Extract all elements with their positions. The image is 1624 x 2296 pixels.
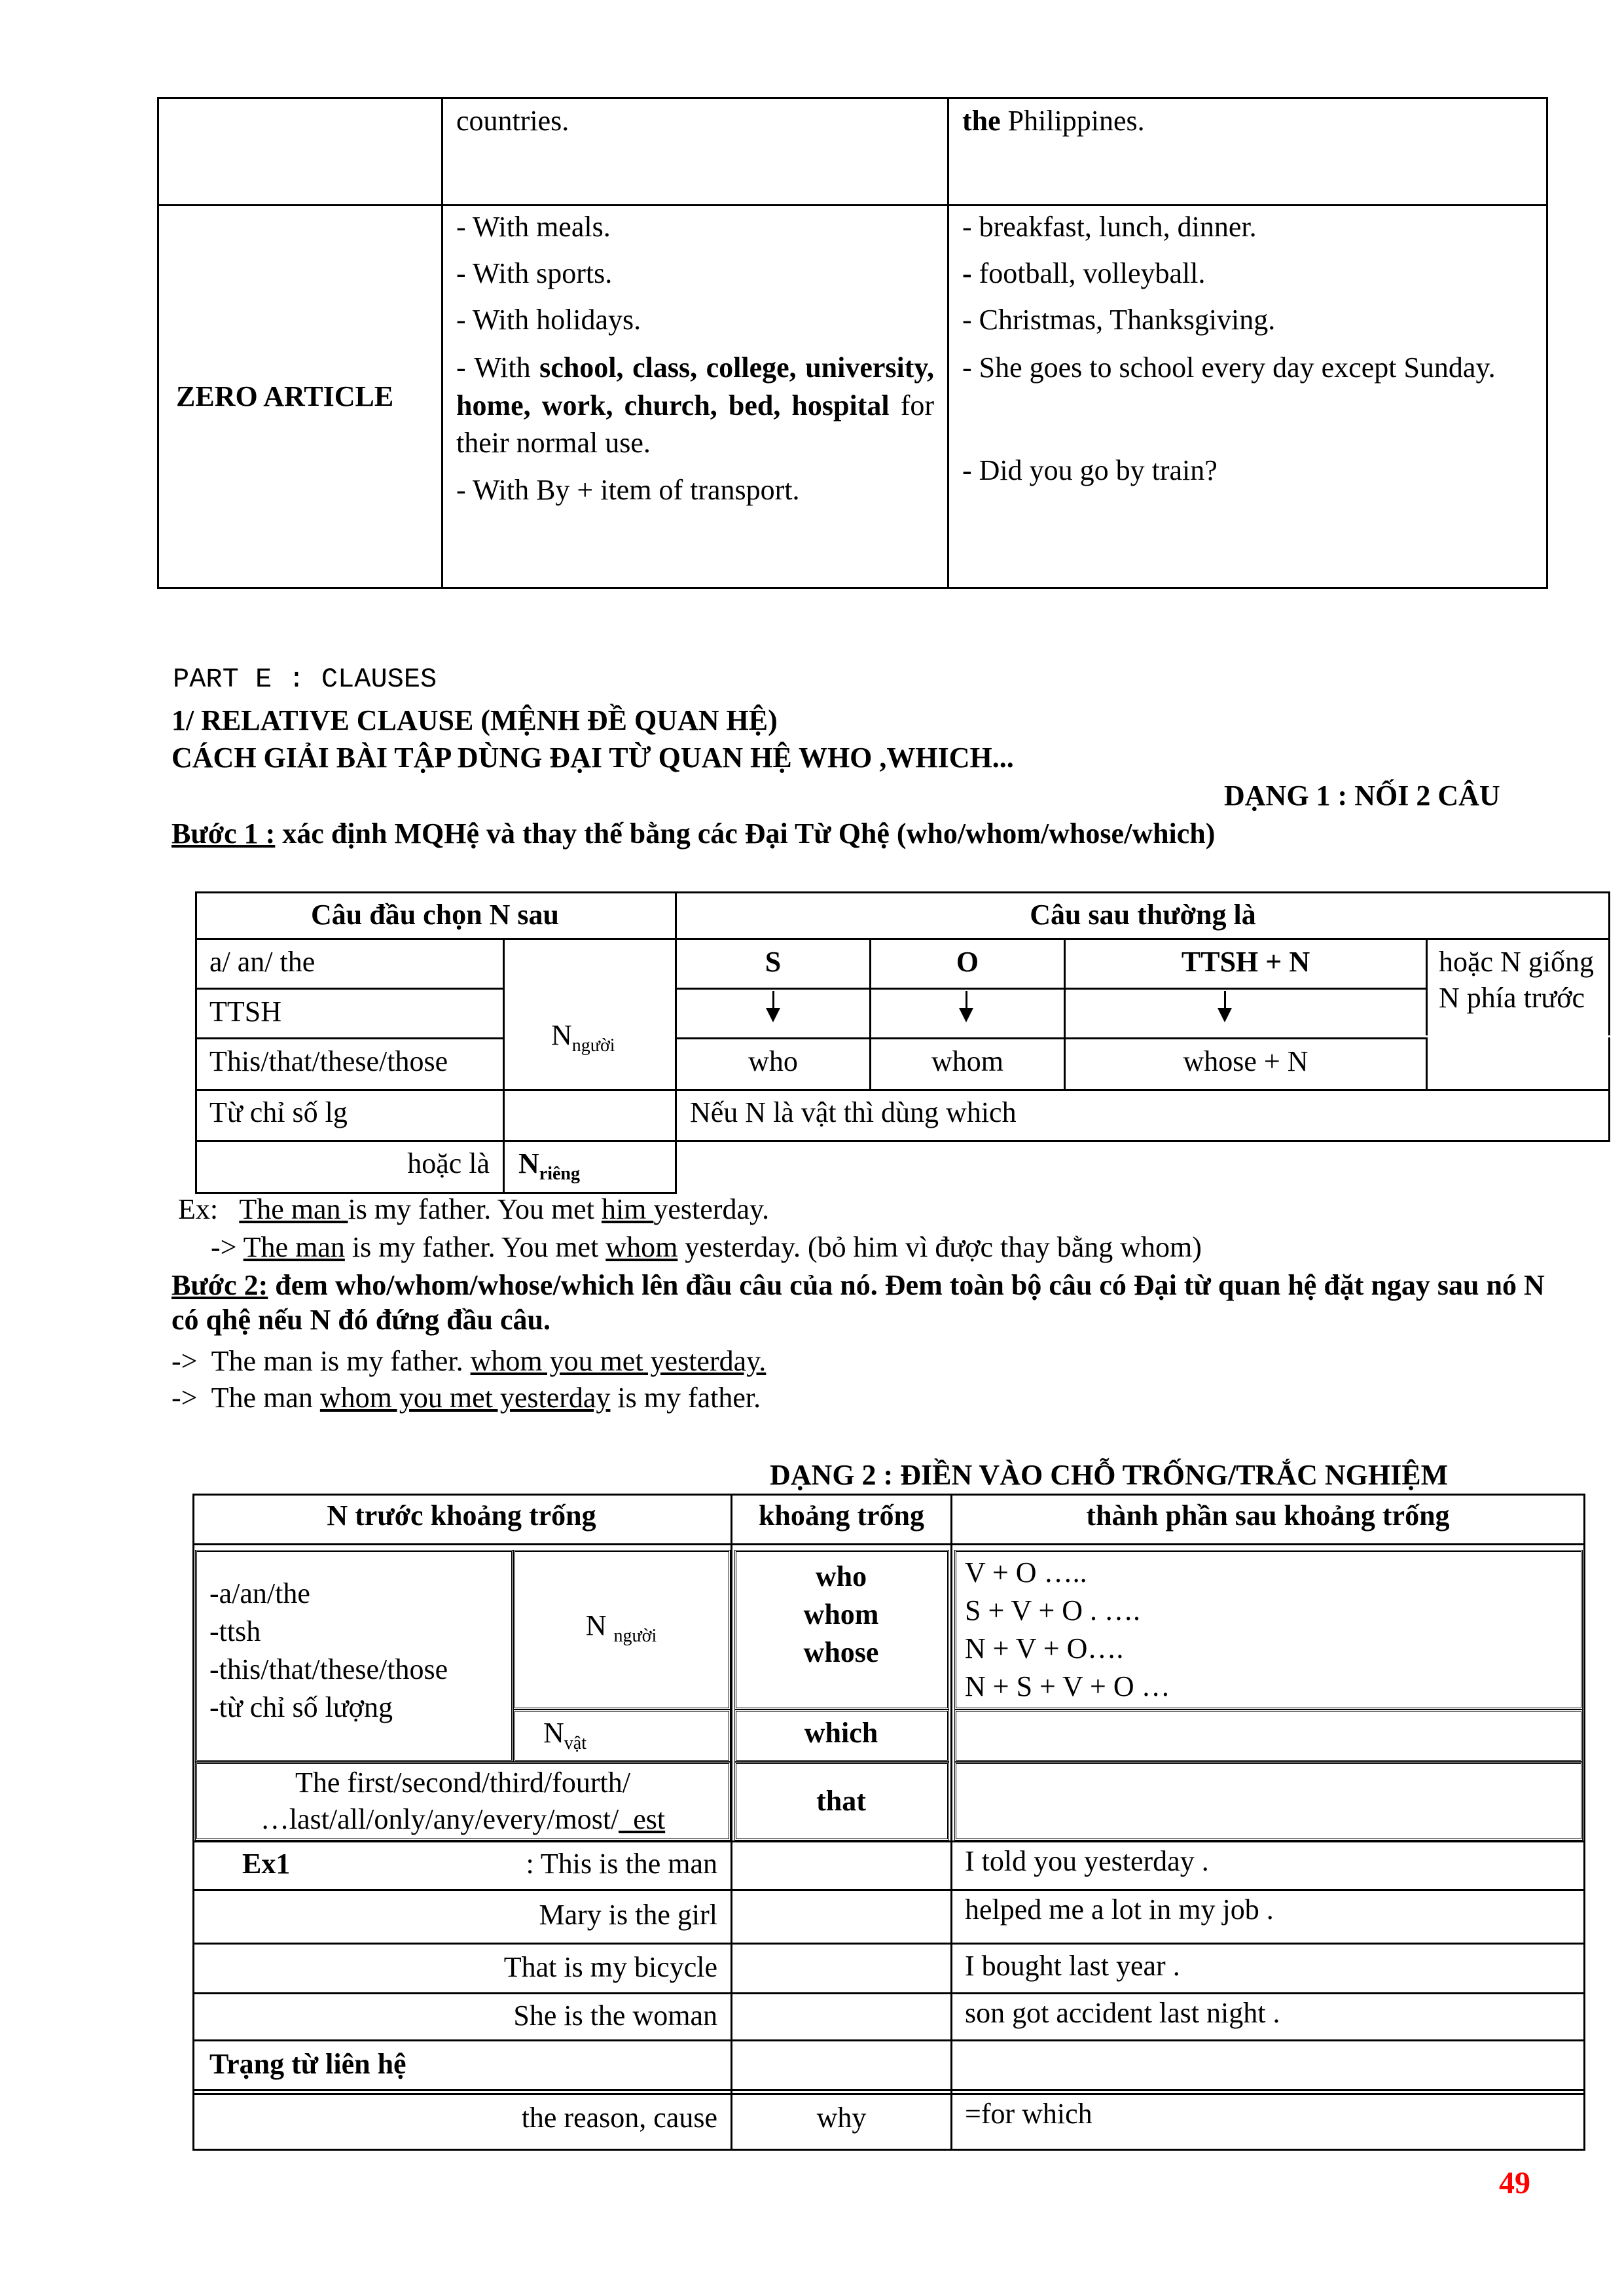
t1-header-left: Câu đầu chọn N sau [310,899,560,931]
t2-reason: the reason, cause [521,2102,717,2134]
t2-which: which [804,1717,878,1749]
down-arrow-icon [965,991,967,1020]
t2-pronouns: who whom whose [803,1560,879,1668]
t2-header-n: N trước khoảng trống [327,1499,596,1532]
type2-title: DẠNG 2 : ĐIỀN VÀO CHỖ TRỐNG/TRẮC NGHIỆM [770,1459,1449,1491]
t2-n-thing: $N_{vật}$ [543,1717,586,1753]
t1-whose: whose + N [1183,1045,1308,1077]
t1-det-demonstrative: This/that/these/those [209,1045,448,1077]
t2-for-which: =for which [965,2098,1092,2130]
t2-example-label: Ex1 [242,1848,291,1880]
t2-why: why [816,2102,867,2134]
t2-ordinals: The first/second/third/fourth/ …last/all/only/any/every/most/_est [260,1767,666,1835]
zero-article-label: ZERO ARTICLE [158,206,442,588]
type1-title: DẠNG 1 : NỐI 2 CÂU [1224,780,1500,812]
t2-example-right: son got accident last night . [965,1997,1280,2029]
zero-article-usage: - With meals. - With sports. - With holidays. - With school, class, college, university, home, work, church, bed, hospital for their normal use. - With By + item of transport. [442,206,948,588]
t1-header-right: Câu sau thường là [1030,899,1256,931]
t2-that: that [816,1785,866,1817]
t2-example-right: helped me a lot in my job . [965,1893,1274,1926]
t2-example-left: Mary is the girl [539,1899,717,1931]
step1: Bước 1 : xác định MQHệ và thay thế bằng các Đại Từ Qhệ (who/whom/whose/which) [171,817,1216,850]
down-arrow-icon [772,991,774,1020]
t1-object: O [956,946,979,978]
example-1: Ex: The man is my father. You met him yesterday. [178,1193,770,1225]
example-2-line1: -> The man is my father. whom you met yesterday. [171,1345,767,1377]
t2-forms: V + O ….. S + V + O . …. N + V + O…. N + S + V + O … [965,1556,1170,1702]
articles-table [157,97,1548,589]
example-cell: the Philippines. [948,98,1547,206]
t2-header-after: thành phần sau khoảng trống [1086,1499,1450,1532]
t2-determiners: -a/an/the -ttsh -this/that/these/those -từ chỉ số lượng [209,1577,448,1723]
example-1-result: -> The man is my father. You met whom yesterday. (bỏ him vì được thay bằng whom) [211,1231,1202,1263]
t1-which-note: Nếu N là vật thì dùng which [690,1096,1017,1128]
step2: Bước 2: đem who/whom/whose/which lên đầu câu của nó. Đem toàn bộ câu có Đại từ quan hệ đặt ngay sau nó N có qhệ nếu N đó đứng đầu câu. [171,1269,1545,1336]
example-2-line2: -> The man whom you met yesterday is my father. [171,1382,761,1414]
t1-det-possessive: TTSH [209,996,281,1028]
down-arrow-icon [1224,991,1226,1020]
t1-det-quantifier: Từ chỉ số lg [209,1096,348,1128]
page-number: 49 [1499,2166,1530,2200]
t2-example-left: She is the woman [513,2000,717,2032]
t1-or: hoặc là [407,1147,490,1179]
t2-header-blank: khoảng trống [758,1499,925,1532]
t1-subject: S [765,946,782,978]
t2-example-right: I bought last year . [965,1950,1180,1982]
t1-n-proper: $N_{riêng}$ [518,1147,580,1184]
zero-article-examples: - breakfast, lunch, dinner. - football, volleyball. - Christmas, Thanksgiving. - She goes to school every day except Sunday. - Did you go by train? [948,206,1547,588]
t1-who: who [748,1045,798,1077]
t1-det-article: a/ an/ the [209,946,316,978]
t2-n-person: N $_{người}$ [585,1609,657,1646]
t1-possessive: TTSH + N [1181,946,1310,978]
t2-example-left: That is my bicycle [503,1951,717,1983]
t1-whom: whom [931,1045,1003,1077]
t1-same-n: hoặc N giống N phía trước [1439,946,1595,1014]
t2-example-left: : This is the man [526,1848,717,1880]
usage-cell: countries. [442,98,948,206]
relative-pronoun-table [195,891,1610,1194]
t2-example-right: I told you yesterday . [965,1845,1209,1877]
method-title: CÁCH GIẢI BÀI TẬP DÙNG ĐẠI TỪ QUAN HỆ WHO ,WHICH... [171,742,1014,774]
fill-blank-table [192,1494,1585,2151]
part-heading: PART E : CLAUSES [173,664,437,695]
t1-n-person: $N_{người}$ [551,1019,615,1056]
t2-adverb-label: Trạng từ liên hệ [209,2048,406,2080]
section-title: 1/ RELATIVE CLAUSE (MỆNH ĐỀ QUAN HỆ) [171,704,778,736]
